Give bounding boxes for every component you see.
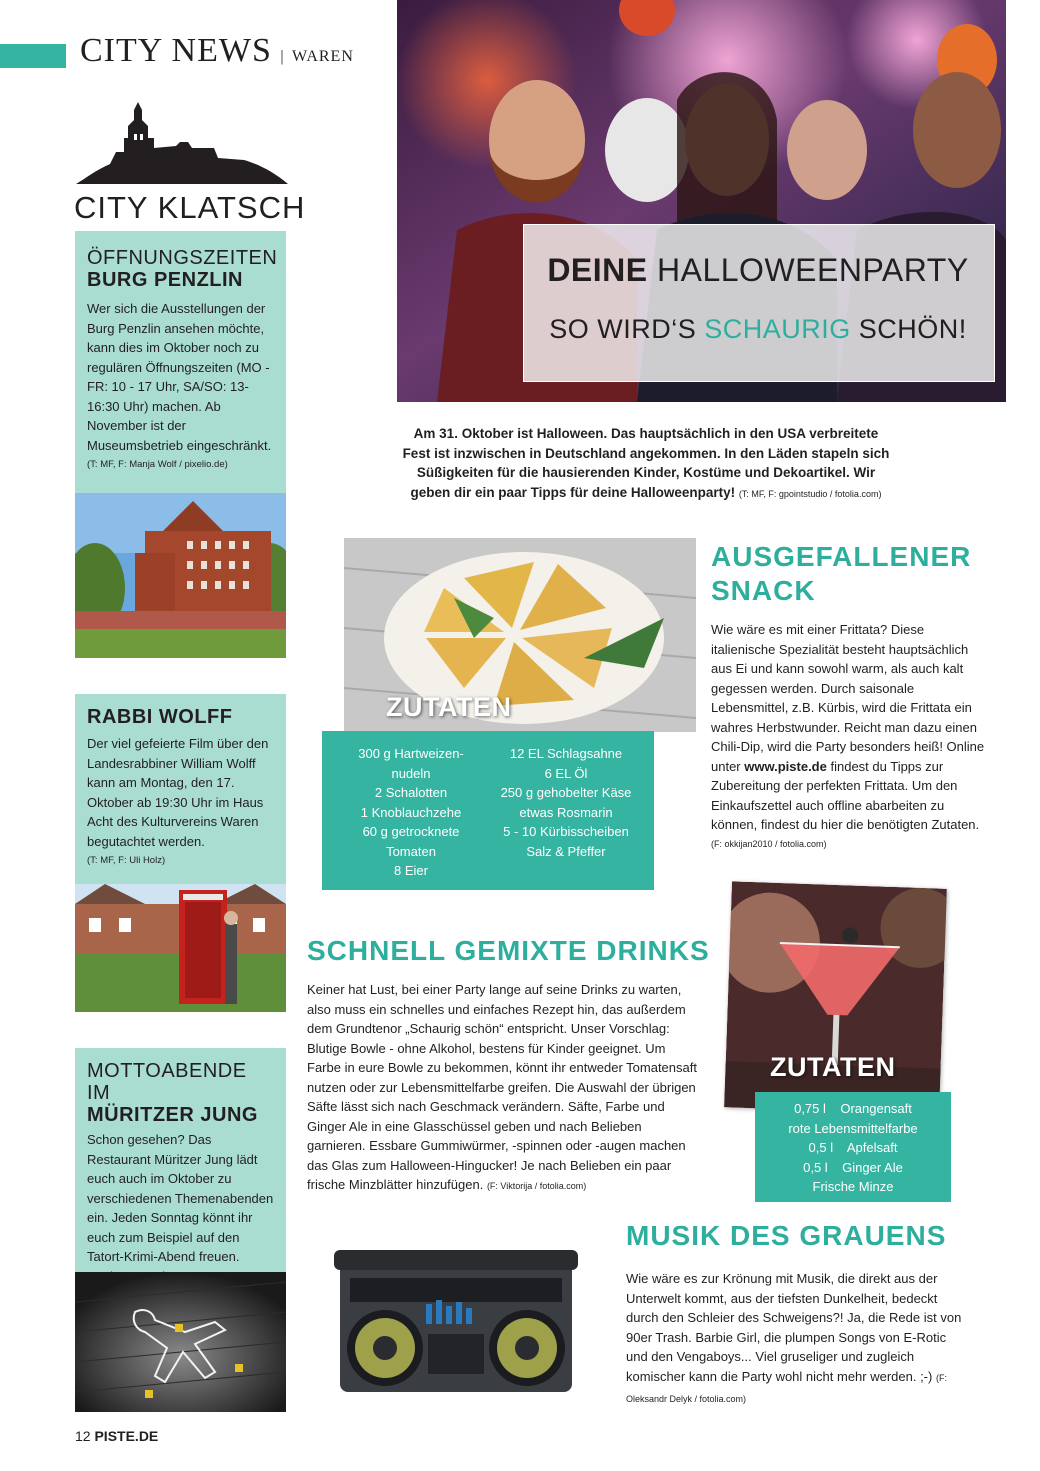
snack-ingredient: 6 EL Öl [544, 765, 588, 781]
snack-ingredient: 8 Eier [394, 863, 428, 878]
snack-zutaten-label: ZUTATEN [386, 692, 512, 722]
header-separator: | [280, 48, 284, 65]
rabbi-photo [75, 884, 286, 1012]
burg-penzlin-box [75, 231, 286, 493]
snack-body [711, 620, 989, 854]
hero-sub-a: SO WIRD‘S [549, 314, 697, 344]
drinks-ingredient: 0,75 l Orangensaft [794, 1101, 912, 1116]
muritzer-jung-box [75, 1048, 286, 1272]
header-title: CITY NEWS [80, 32, 272, 69]
hero-title-bold: DEINE [547, 252, 648, 288]
burg-title-bold: BURG PENZLIN [87, 269, 243, 291]
snack-heading-line-1: AUSGEFALLENER [711, 541, 972, 572]
snack-body-1: Wie wäre es mit einer Frittata? Diese italienische Spezialität besteht hauptsächlich aus Ei und kann sowohl warm, als auch kalt gegessen werden. Durch saisonale Lebensmittel, z.B. Kürbis, wird die Frittata ein wahres Herbstwunder. Reicht man dazu einen Chili-Dip, wird die Party besonders heiß! Online unter [711, 622, 985, 774]
snack-ingredient: Tomaten [386, 843, 436, 859]
crime-scene-photo [75, 1272, 286, 1412]
hero-sub-accent: SCHAURIG [704, 314, 851, 344]
burg-body: Wer sich die Ausstellungen der Burg Penzlin ansehen möchte, kann dies im Oktober noch zu regulären Öffnungszeiten (MO - FR: 10 - 17 Uhr, SA/SO: 13-16:30 Uhr) machen. Ab November ist der Museumsbetrieb eingeschränkt. [87, 301, 272, 453]
intro-paragraph [400, 424, 892, 504]
burg-photo [75, 493, 286, 658]
burg-title-light: ÖFFNUNGSZEITEN [87, 247, 278, 269]
drinks-ingredient: 0,5 l Ginger Ale [803, 1159, 903, 1175]
header-location: WAREN [292, 48, 354, 65]
rabbi-body: Der viel gefeierte Film über den Landesrabbiner William Wolff kann am Montag, den 17. Oktober ab 19:30 Uhr im Haus Acht des Kulturvereins Waren begutachtet werden. [87, 736, 269, 849]
rabbi-credit: (T: MF, F: Uli Holz) [87, 855, 166, 866]
logo-label: CITY KLATSCH [74, 190, 306, 225]
hero-subtitle [523, 314, 993, 345]
drinks-ingredient: 0,5 l Apfelsaft [808, 1140, 898, 1155]
snack-heading-line-2: SNACK [711, 575, 816, 606]
page-number: 12 [75, 1428, 91, 1444]
page-footer [75, 1428, 158, 1444]
snack-ingredient: 2 Schalotten [374, 785, 448, 800]
page-header [80, 32, 354, 76]
drinks-ingredient: Frische Minze [812, 1179, 894, 1194]
music-body-text: Wie wäre es zur Krönung mit Musik, die direkt aus der Unterwelt kommt, aus der tiefsten Dunkelheit, bedeckt durch den Schleier des Schweigens?! Ja, die Rede ist von 90er Trash. Barbie Girl, die plumpen Songs von E-Rotic und den Vengaboys... Viel gruseliger und zugleich komischer kann die Party wohl nicht mehr werden. ;-) [626, 1271, 962, 1384]
snack-ingredient: 300 g Hartweizen- [358, 746, 464, 761]
snack-ingredients-right [486, 744, 646, 861]
snack-ingredient: etwas Rosmarin [519, 804, 613, 820]
footer-brand: PISTE.DE [94, 1428, 159, 1444]
snack-ingredient: 1 Knoblauchzehe [360, 804, 462, 820]
snack-link[interactable]: www.piste.de [744, 758, 827, 774]
hero-title [523, 252, 993, 289]
drinks-credit: (F: Viktorija / fotolia.com) [486, 1181, 587, 1191]
snack-ingredients-left [336, 744, 486, 881]
hero-sub-b: SCHÖN! [858, 314, 967, 344]
drinks-ingredients-list [755, 1099, 951, 1197]
castle-silhouette-icon [76, 98, 288, 186]
snack-ingredient: 12 EL Schlagsahne [509, 746, 623, 761]
snack-heading [711, 540, 1011, 608]
rabbi-title-bold: RABBI WOLFF [87, 706, 233, 728]
drinks-body [307, 980, 700, 1197]
boombox-photo [330, 1240, 580, 1400]
motto-body: Schon gesehen? Das Restaurant Müritzer Jung lädt euch auch im Oktober zu verschiedenen Themenabenden ein. Jeden Sonntag könnt ihr euch zum Beispiel auf den Tatort-Krimi-Abend freuen. [87, 1132, 274, 1264]
snack-body-2: findest du Tipps zur Zubereitung der perfekten Frittata. Um den Einkaufszettel auch offline abarbeiten zu können, findest du hier die benötigten Zutaten. [711, 758, 980, 832]
hero-title-box [523, 224, 995, 382]
rabbi-wolff-box [75, 694, 286, 884]
snack-ingredient: nudeln [391, 765, 431, 781]
snack-ingredient: 5 - 10 Kürbisscheiben [503, 824, 629, 839]
snack-ingredient: Salz & Pfeffer [526, 843, 606, 859]
drinks-heading: SCHNELL GEMIXTE DRINKS [307, 935, 710, 966]
snack-ingredient: 250 g gehobelter Käse [500, 785, 632, 800]
drinks-ingredient: rote Lebensmittelfarbe [788, 1120, 918, 1136]
motto-title-light: MOTTOABENDE IM [87, 1060, 247, 1104]
snack-ingredient: 60 g getrocknete [362, 824, 460, 839]
music-credit: (F: Oleksandr Delyk / fotolia.com) [626, 1372, 947, 1404]
intro-text: Am 31. Oktober ist Halloween. Das hauptsächlich in den USA verbreitete Fest ist inzwischen in Deutschland angekommen. In den Läden stapeln sich Süßigkeiten für die hausierenden Kinder, Kostüme und Dekoartikel. Wir geben dir ein paar Tipps für deine Halloweenparty! [402, 426, 890, 500]
header-accent-bar [0, 44, 66, 68]
music-body [626, 1269, 962, 1410]
burg-credit: (T: MF, F: Manja Wolf / pixelio.de) [87, 459, 228, 470]
city-klatsch-logo [74, 98, 306, 225]
hero-title-light: HALLOWEENPARTY [657, 252, 969, 288]
snack-credit: (F: okkijan2010 / fotolia.com) [711, 838, 827, 849]
motto-title-bold: MÜRITZER JUNG [87, 1104, 258, 1126]
music-heading: MUSIK DES GRAUENS [626, 1220, 947, 1251]
drinks-zutaten-label: ZUTATEN [770, 1052, 896, 1082]
drinks-body-text: Keiner hat Lust, bei einer Party lange auf seine Drinks zu warten, also muss ein schnelles und einfaches Rezept hin, das außerdem dem Grundtenor „Schaurig schön“ entspricht. Unser Vorschlag: Blutige Bowle - ohne Alkohol, bestens für Kinder geeignet. Um Farbe in eure Bowle zu bekommen, könnt ihr entweder Tomatensaft nutzen oder zur Lebensmittelfarbe greifen. Die Auswahl der übrigen Säfte lässt sich nach Geschmack verändern. Säfte, Farbe und Ginger Ale in eine Glasschüssel geben und nach Belieben garnieren. Essbare Gummiwürmer, -spinnen oder -augen machen das Glas zum Halloween-Hingucker! Je nach Belieben ein paar frische Minzblätter hinzufügen. [307, 982, 697, 1192]
intro-credit: (T: MF, F: gpointstudio / fotolia.com) [738, 488, 882, 499]
